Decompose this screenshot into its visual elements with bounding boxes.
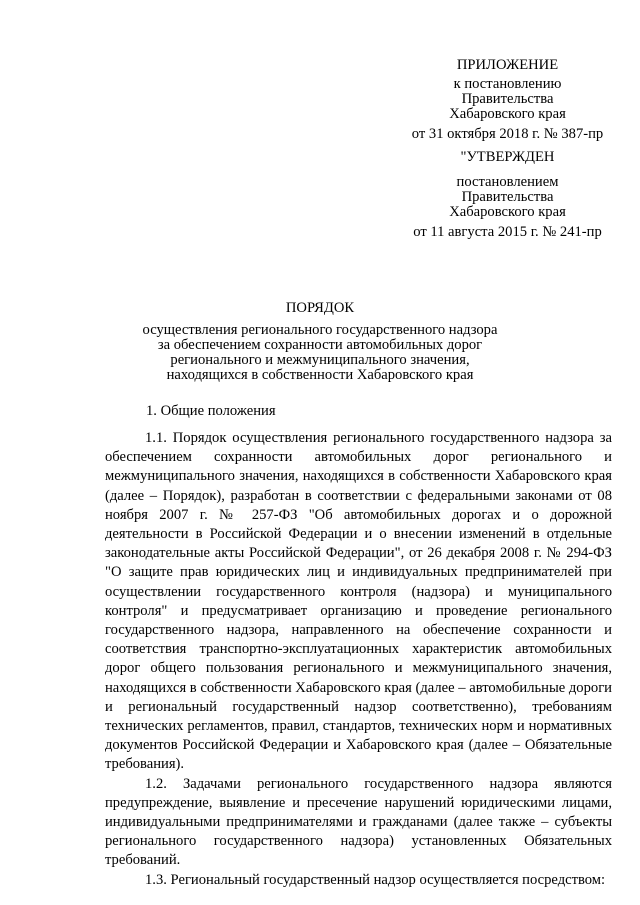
paragraph-1-3: 1.3. Региональный государственный надзор осуществляется посредством: [145, 871, 606, 888]
approved-block [395, 150, 620, 240]
approved-by: постановлением [456, 174, 559, 190]
appendix-org: Правительства [461, 91, 554, 107]
section-body [105, 429, 612, 890]
approved-date: от 11 августа 2015 г. № 241-пр [413, 224, 602, 240]
approved-region: Хабаровского края [449, 204, 566, 220]
appendix-region: Хабаровского края [449, 106, 566, 122]
document-subtitle-line: регионального и межмуниципального значения, [170, 352, 470, 368]
approved-title: "УТВЕРЖДЕН [460, 149, 555, 165]
appendix-to: к постановлению [453, 76, 562, 92]
paragraph-1-2: 1.2. Задачами регионального государственного надзора являются предупреждение, выявление и пресечение нарушений юридическими лицами, индивидуальными предпринимателями и гражданами (далее также – субъекты регионального государственного надзора) установленных Обязательных требований. [105, 775, 612, 869]
document-title: ПОРЯДОК [285, 300, 355, 316]
document-subtitle-line: осуществления регионального государственного надзора [142, 322, 498, 338]
document-title-block [100, 301, 540, 383]
document-subtitle-line: находящихся в собственности Хабаровского края [166, 367, 474, 383]
document-subtitle-line: за обеспечением сохранности автомобильных дорог [157, 337, 483, 353]
appendix-block [395, 58, 620, 142]
section-heading: 1. Общие положения [146, 403, 276, 419]
paragraph-1-1: 1.1. Порядок осуществления регионального государственного надзора за обеспечением сохранности автомобильных дорог регионального и межмуниципального значения, находящихся в собственности Хабаровского края (далее – Порядок), разработан в соответствии с федеральными законами от 08 ноября 2007 г. № 257-ФЗ "Об автомобильных дорогах и о дорожной деятельности в Российской Федерации и о внесении изменений в отдельные законодательные акты Российской Федерации", от 26 декабря 2008 г. № 294-ФЗ "О защите прав юридических лиц и индивидуальных предпринимателей при осуществлении государственного контроля (надзора) и муниципального контроля" и предусматривает организацию и проведение регионального государственного надзора, направленного на обеспечение сохранности и соответствия транспортно-эксплуатационных характеристик автомобильных дорог общего пользования регионального и межмуниципального значения, находящихся в собственности Хабаровского края (далее – автомобильные дороги и региональный государственный надзор соответственно), требованиям технических регламентов, правил, стандартов, технических норм и нормативных документов Российской Федерации и Хабаровского края (далее – Обязательные требования). [105, 430, 612, 773]
appendix-title: ПРИЛОЖЕНИЕ [456, 57, 559, 73]
approved-org: Правительства [461, 189, 554, 205]
appendix-date: от 31 октября 2018 г. № 387-пр [411, 126, 604, 142]
